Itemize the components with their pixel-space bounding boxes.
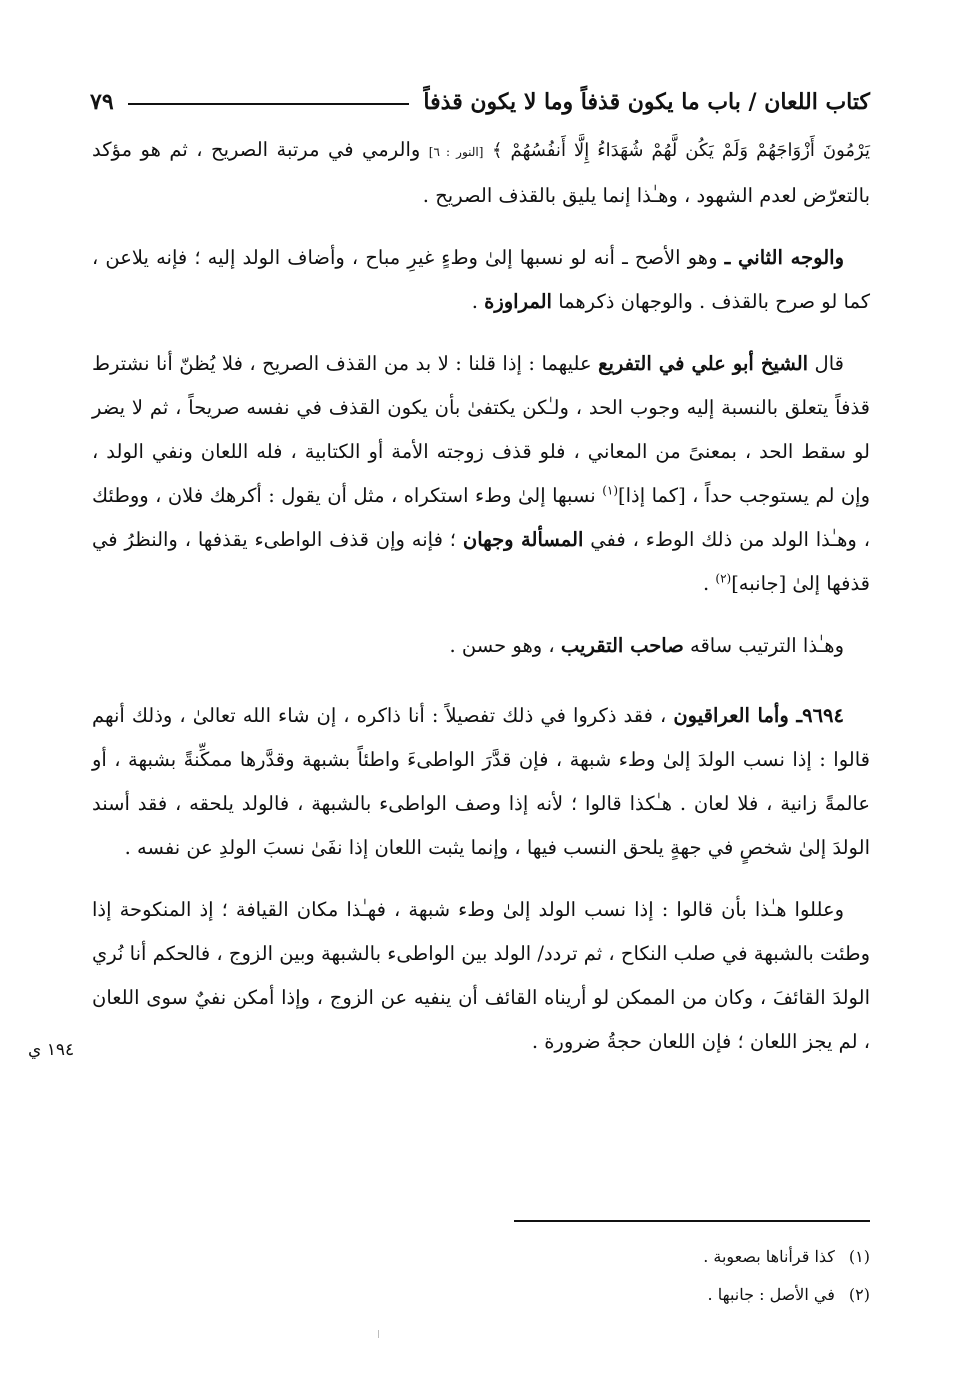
paragraph-3 (92, 342, 870, 606)
bold-term: وأما العراقيون (673, 704, 797, 727)
paragraph-text: والرمي في مرتبة الصريح ، ثم هو مؤكد بالتعرّض لعدم الشهود ، وهـٰذا إنما يليق بالقذف الصريح . (92, 138, 870, 207)
bold-term: المراوزة (484, 290, 552, 313)
paragraph-text: نسبها إلىٰ وطء استكراه ، مثل أن يقول : أكرهك فلان ، ووطئك ، وهـٰذا الولد من ذلك الوطء ، ففي (92, 484, 870, 551)
running-title: كتاب اللعان / باب ما يكون قذفاً وما لا يكون قذفاً (423, 89, 870, 115)
paragraph-text: وعللوا هـٰذا بأن قالوا : إذا نسب الولد إلىٰ وطء شبهة ، فهـٰذا مكان القيافة ؛ إذ المنكوحة إذا وطئت بالشبهة في صلب النكاح ، ثم تردد/ الولد بين الواطىء بالشبهة وبين الزوج ، فالحكم أنا نُري الولدَ القائفَ ، وكان من الممكن لو أريناه القائف أن ينفيه عن الزوج ، وإذا أمكن نفيٌ سوى اللعان ، لم يجز اللعان ؛ فإن اللعان حجةُ ضرورة . (92, 898, 870, 1053)
bold-term: المسألة وجهان (462, 528, 584, 551)
paragraph-text: ؛ فإنه وإن قذف الواطىء يقذفها ، والنظرُ في قذفها إلىٰ [جانبه] (92, 528, 870, 595)
footnotes (370, 1238, 870, 1314)
scan-mark (378, 1330, 379, 1338)
paragraph-4 (92, 624, 870, 668)
bold-term: صاحب التقريب (560, 634, 684, 657)
bold-term: الشيخ أبو علي في التفريع (598, 352, 809, 375)
section-number: ٩٦٩٤ـ (796, 704, 844, 727)
paragraph-text: ، فقد ذكروا في ذلك تفصيلاً : أنا ذاكره ، إن شاء الله تعالىٰ ، وذلك أنهم قالوا : إذا نسب الولدَ إلىٰ وطء شبهة ، فإن قدَّرَ الواطىءَ واطئاً بشبهة وقدَّرها ممكِّنةً بشبهة ، أو عالمةً زانية ، فلا لعان . هـٰكذا قالوا ؛ لأنه إذا وصف الواطىء بالشبهة ، فالولد يلحقه ، فقد أسند الولدَ إلىٰ شخصٍ في جهةٍ يلحق النسب فيها ، وإنما يثبت اللعان إذا نفَىٰ نسبَ الولدِ عن نفسه . (92, 704, 870, 859)
paragraph-5 (92, 694, 870, 870)
page-number: ٧٩ (90, 89, 114, 115)
paragraph-end: . (471, 290, 485, 313)
paragraph-end: ، وهو حسن . (449, 634, 561, 657)
footnote-number: (١) (848, 1247, 870, 1266)
footnote-1 (370, 1238, 870, 1276)
paragraph-text: عليهما : إذا قلنا : لا بد من القذف الصريح ، فلا يُظنّ أنا نشترط قذفاً يتعلق بالنسبة إليه وجوب الحد ، ولـٰكن يكتفىٰ بأن يكون القذف في نفسه صريحاً ، ثم لا يضر لو سقط الحد ، بمعنىً من المعاني ، فلو قذف زوجته الأمة أو الكتابية ، فله اللعان ونفي الولد ، وإن لم يستوجب حداً ، [كما إذا] (92, 352, 871, 507)
verse-reference: [النور : ٦] (428, 145, 484, 159)
paragraph-1 (92, 128, 870, 218)
paragraph-text: قال (808, 352, 844, 375)
footnote-ref-1: (١) (602, 483, 619, 498)
paragraph-text: وهـٰذا الترتيب ساقه (683, 634, 844, 657)
footnote-2 (370, 1276, 870, 1314)
paragraph-2 (92, 236, 870, 324)
header-rule (128, 103, 410, 105)
paragraph-lead: والوجه الثاني ـ (724, 246, 844, 269)
paragraph-6 (92, 888, 870, 1064)
body-text (92, 128, 870, 1064)
footnote-rule (514, 1220, 870, 1222)
margin-note: ١٩٤ ي (28, 1040, 75, 1060)
footnote-number: (٢) (848, 1285, 870, 1304)
footnote-text: في الأصل : جانبها . (707, 1285, 835, 1304)
quran-verse: يَرْمُونَ أَزْوَاجَهُمْ وَلَمْ يَكُن لَّهُمْ شُهَدَاءُ إِلَّا أَنفُسُهُمْ ﴾ (491, 140, 870, 161)
paragraph-text: وهو الأصح ـ أنه لو نسبها إلىٰ وطءٍ غيرِ مباح ، وأضاف الولد إليه ؛ فإنه يلاعن ، كما لو صرح بالقذف . والوجهان ذكرهما (92, 246, 870, 313)
footnote-ref-2: (٢) (715, 571, 732, 586)
footnote-text: كذا قرأناها بصعوبة . (703, 1247, 835, 1266)
paragraph-end: . (702, 572, 716, 595)
page-header (90, 80, 870, 124)
